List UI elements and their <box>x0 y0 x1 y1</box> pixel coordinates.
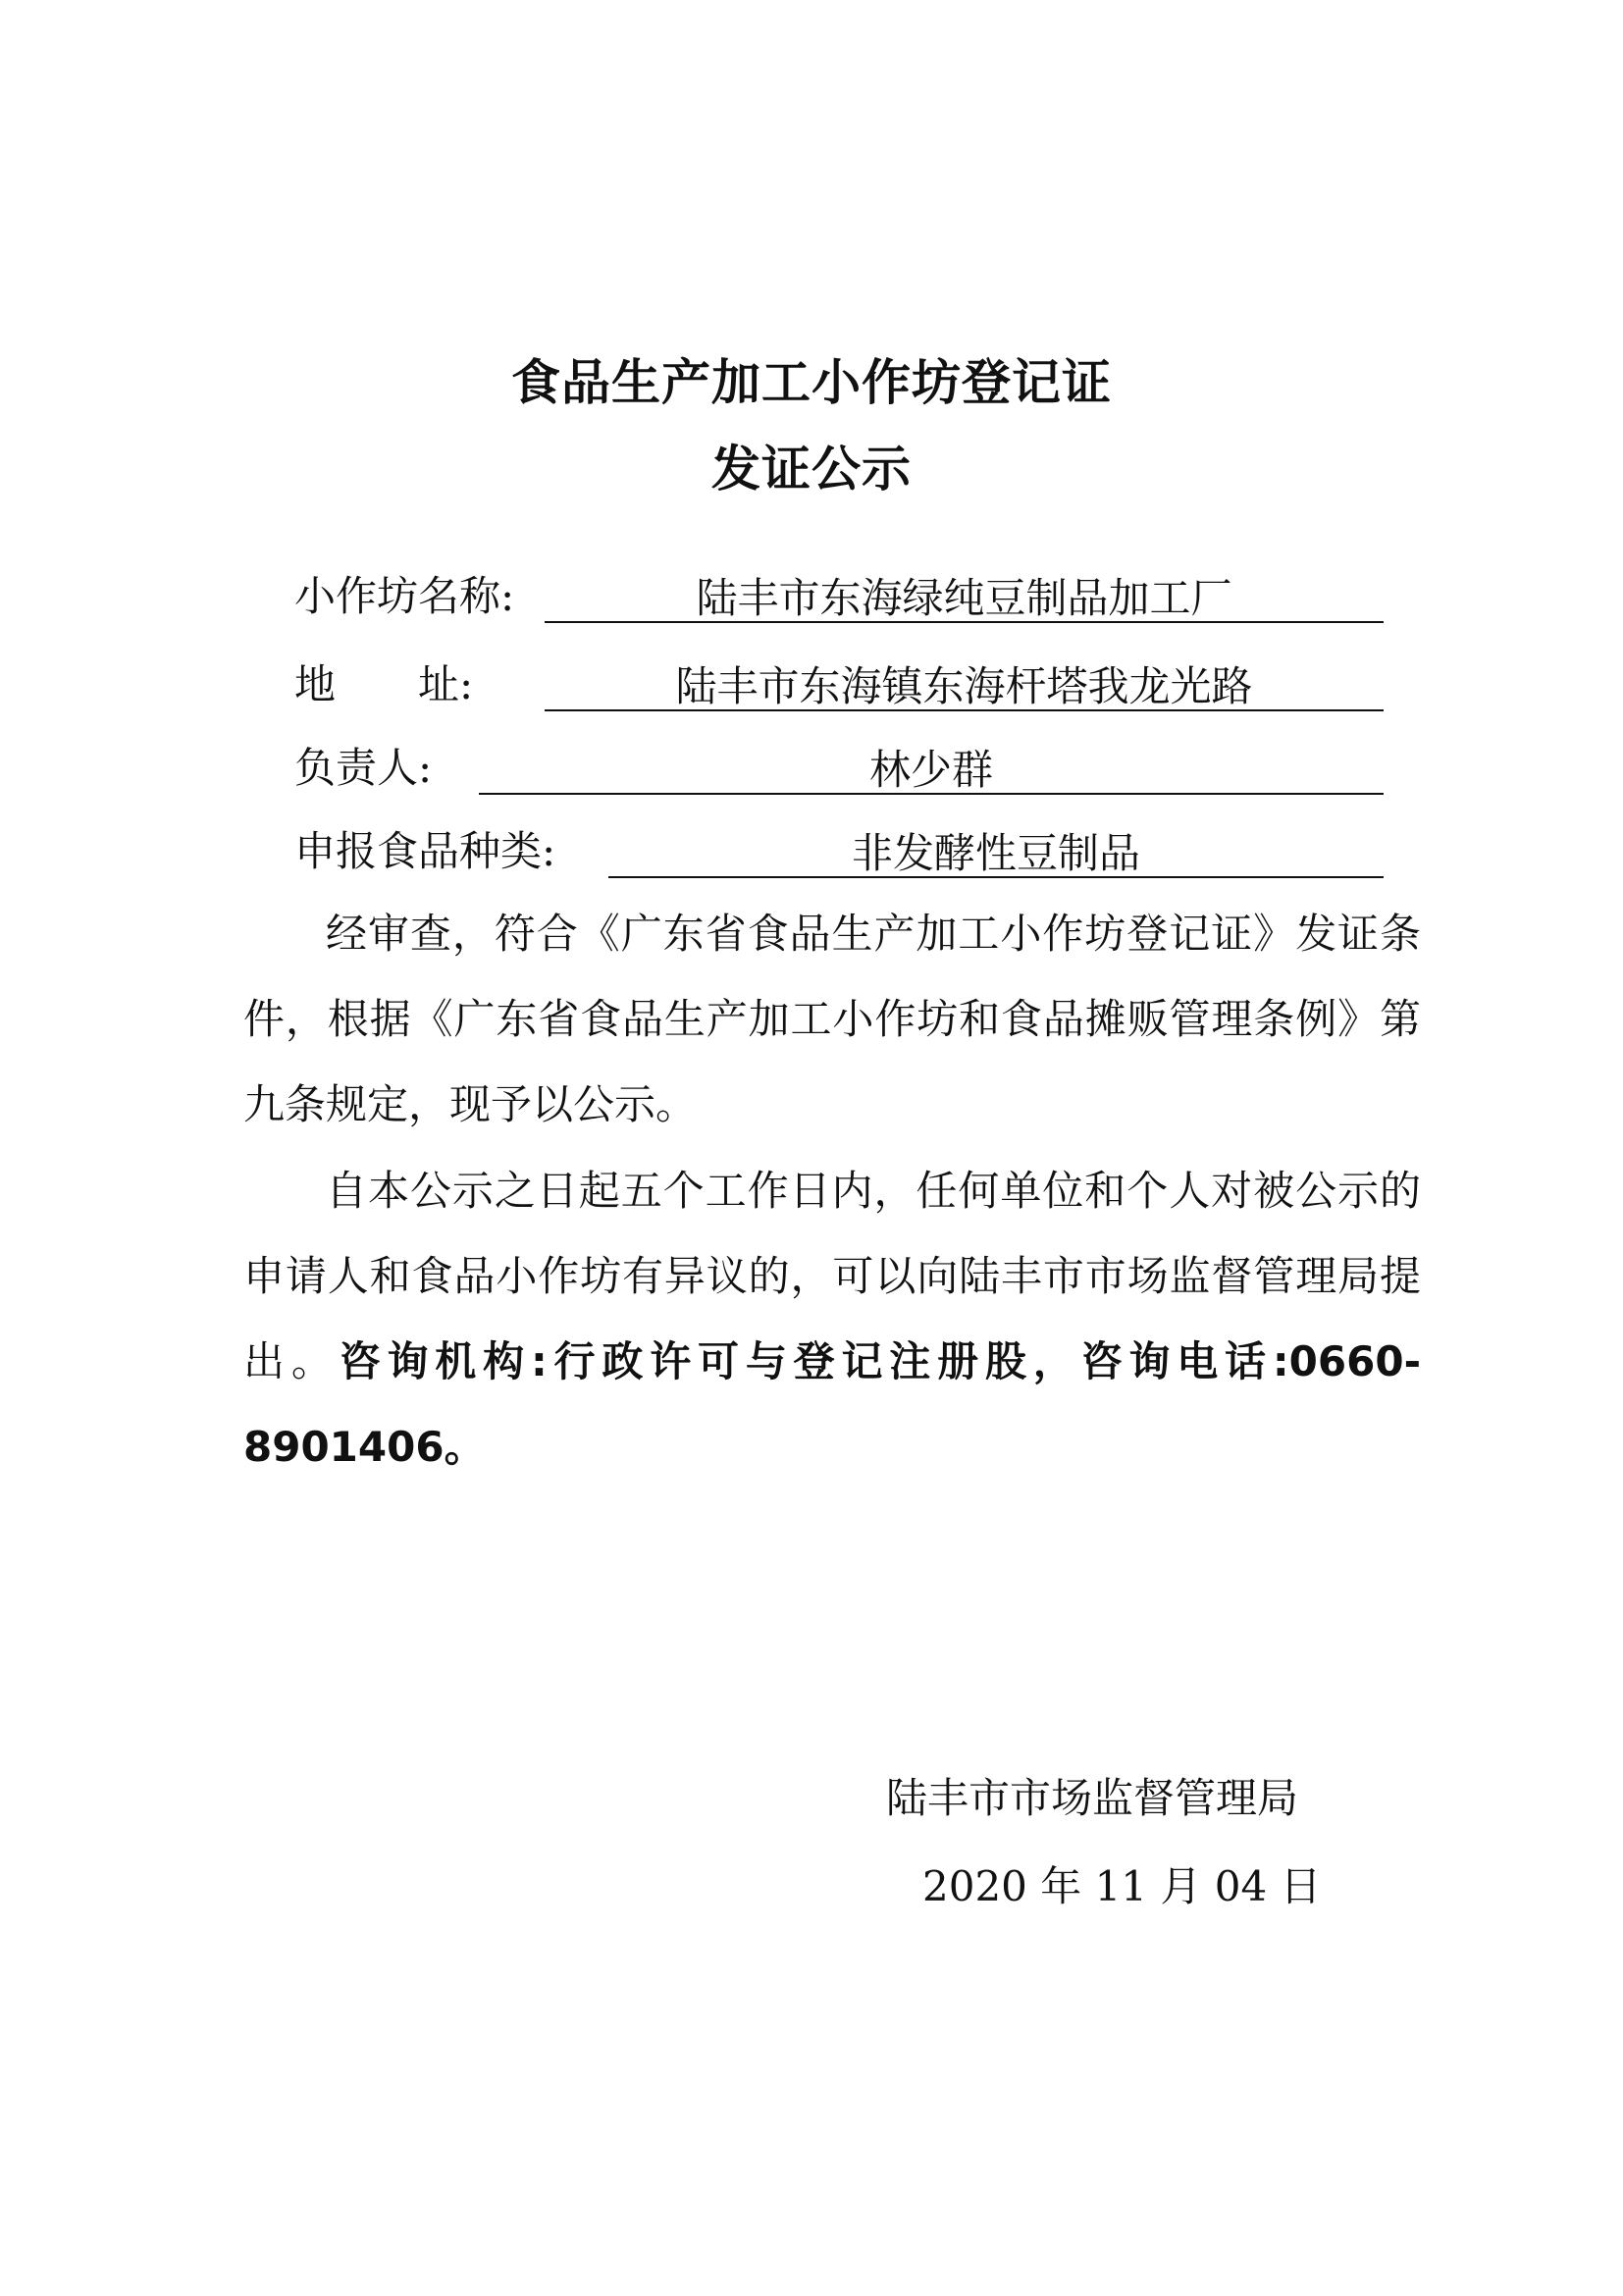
responsible-person-label: 负责人: <box>294 744 433 792</box>
address-value: 陆丰市东海镇东海杆塔我龙光路 <box>545 654 1384 711</box>
workshop-name-label: 小作坊名称: <box>294 572 515 620</box>
field-responsible-person <box>294 736 1384 795</box>
review-paragraph: 经审查，符合《广东省食品生产加工小作坊登记证》发证条件，根据《广东省食品生产加工小作坊和食品摊贩管理条例》第九条规定，现予以公示。 <box>243 910 1421 1128</box>
issue-date: 2020 年 11 月 04 日 <box>922 1862 1322 1910</box>
document-title: 食品生产加工小作坊登记证 <box>511 354 1112 411</box>
field-food-category <box>294 819 1384 878</box>
issuer-name: 陆丰市市场监督管理局 <box>886 1774 1299 1822</box>
field-workshop-name <box>294 564 1384 623</box>
address-label: 地 址: <box>294 660 474 708</box>
objection-paragraph <box>243 1148 1421 1489</box>
food-category-label: 申报食品种类: <box>294 827 556 875</box>
objection-text: 自本公示之日起五个工作日内，任何单位和个人对被公示的申请人和食品小作坊有异议的，可以向陆丰市市场监督管理局提出。 <box>243 1167 1421 1385</box>
food-category-value: 非发酵性豆制品 <box>608 821 1384 878</box>
responsible-person-value: 林少群 <box>479 738 1384 795</box>
field-address <box>294 652 1384 711</box>
document-subtitle: 发证公示 <box>711 441 912 497</box>
consultation-contact: 咨询机构:行政许可与登记注册股，咨询电话:0660-8901406。 <box>243 1337 1421 1471</box>
workshop-name-value: 陆丰市东海绿纯豆制品加工厂 <box>545 566 1384 623</box>
